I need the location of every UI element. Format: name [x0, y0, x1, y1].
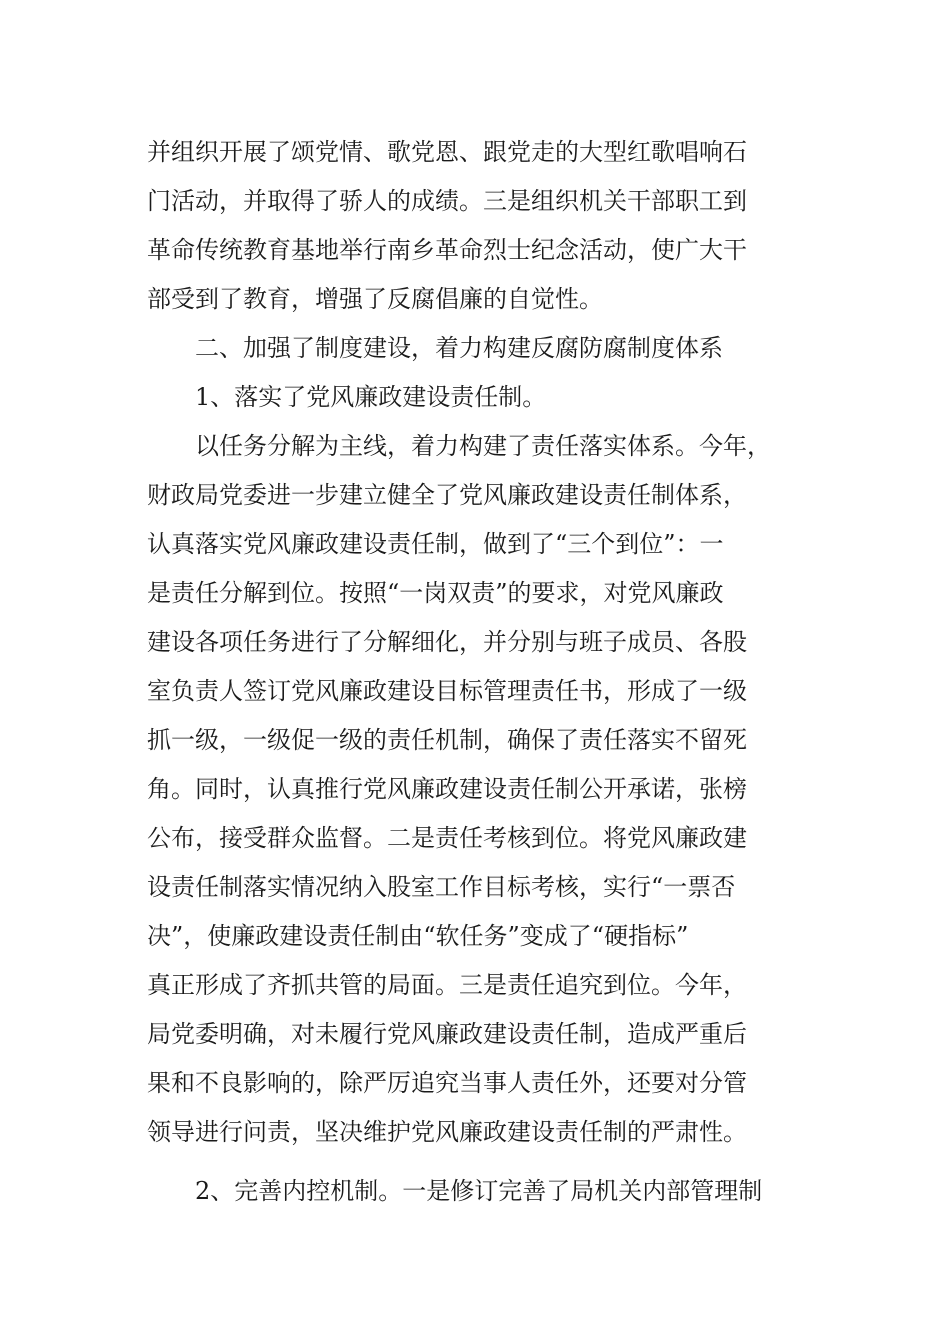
text-line: 认真落实党风廉政建设责任制，做到了“三个到位”：一 — [147, 530, 724, 558]
text-line: 财政局党委进一步建立健全了党风廉政建设责任制体系， — [147, 481, 747, 509]
text-line: 局党委明确，对未履行党风廉政建设责任制，造成严重后 — [147, 1020, 747, 1048]
text-line: 以任务分解为主线，着力构建了责任落实体系。今年， — [195, 432, 771, 460]
text-line: 部受到了教育，增强了反腐倡廉的自觉性。 — [147, 285, 603, 313]
text-line: 真正形成了齐抓共管的局面。三是责任追究到位。今年， — [147, 971, 747, 999]
subsection-heading: 2、完善内控机制。一是修订完善了局机关内部管理制 — [195, 1177, 763, 1205]
text-line: 门活动，并取得了骄人的成绩。三是组织机关干部职工到 — [147, 187, 747, 215]
text-line: 是责任分解到位。按照“一岗双责”的要求，对党风廉政 — [147, 579, 724, 607]
text-line: 角。同时，认真推行党风廉政建设责任制公开承诺，张榜 — [147, 775, 747, 803]
text-line: 建设各项任务进行了分解细化，并分别与班子成员、各股 — [147, 628, 747, 656]
text-line: 决”，使廉政建设责任制由“软任务”变成了“硬指标” — [147, 922, 689, 950]
subsection-heading: 1、落实了党风廉政建设责任制。 — [195, 383, 547, 411]
text-line: 领导进行问责，坚决维护党风廉政建设责任制的严肃性。 — [147, 1118, 747, 1146]
text-line: 抓一级，一级促一级的责任机制，确保了责任落实不留死 — [147, 726, 747, 754]
text-line: 并组织开展了颂党情、歌党恩、跟党走的大型红歌唱响石 — [147, 138, 747, 166]
text-line: 公布，接受群众监督。二是责任考核到位。将党风廉政建 — [147, 824, 747, 852]
text-line: 设责任制落实情况纳入股室工作目标考核，实行“一票否 — [147, 873, 736, 901]
text-line: 室负责人签订党风廉政建设目标管理责任书，形成了一级 — [147, 677, 747, 705]
text-line: 革命传统教育基地举行南乡革命烈士纪念活动，使广大干 — [147, 236, 747, 264]
text-line: 果和不良影响的，除严厉追究当事人责任外，还要对分管 — [147, 1069, 747, 1097]
section-heading: 二、加强了制度建设，着力构建反腐防腐制度体系 — [195, 334, 723, 362]
